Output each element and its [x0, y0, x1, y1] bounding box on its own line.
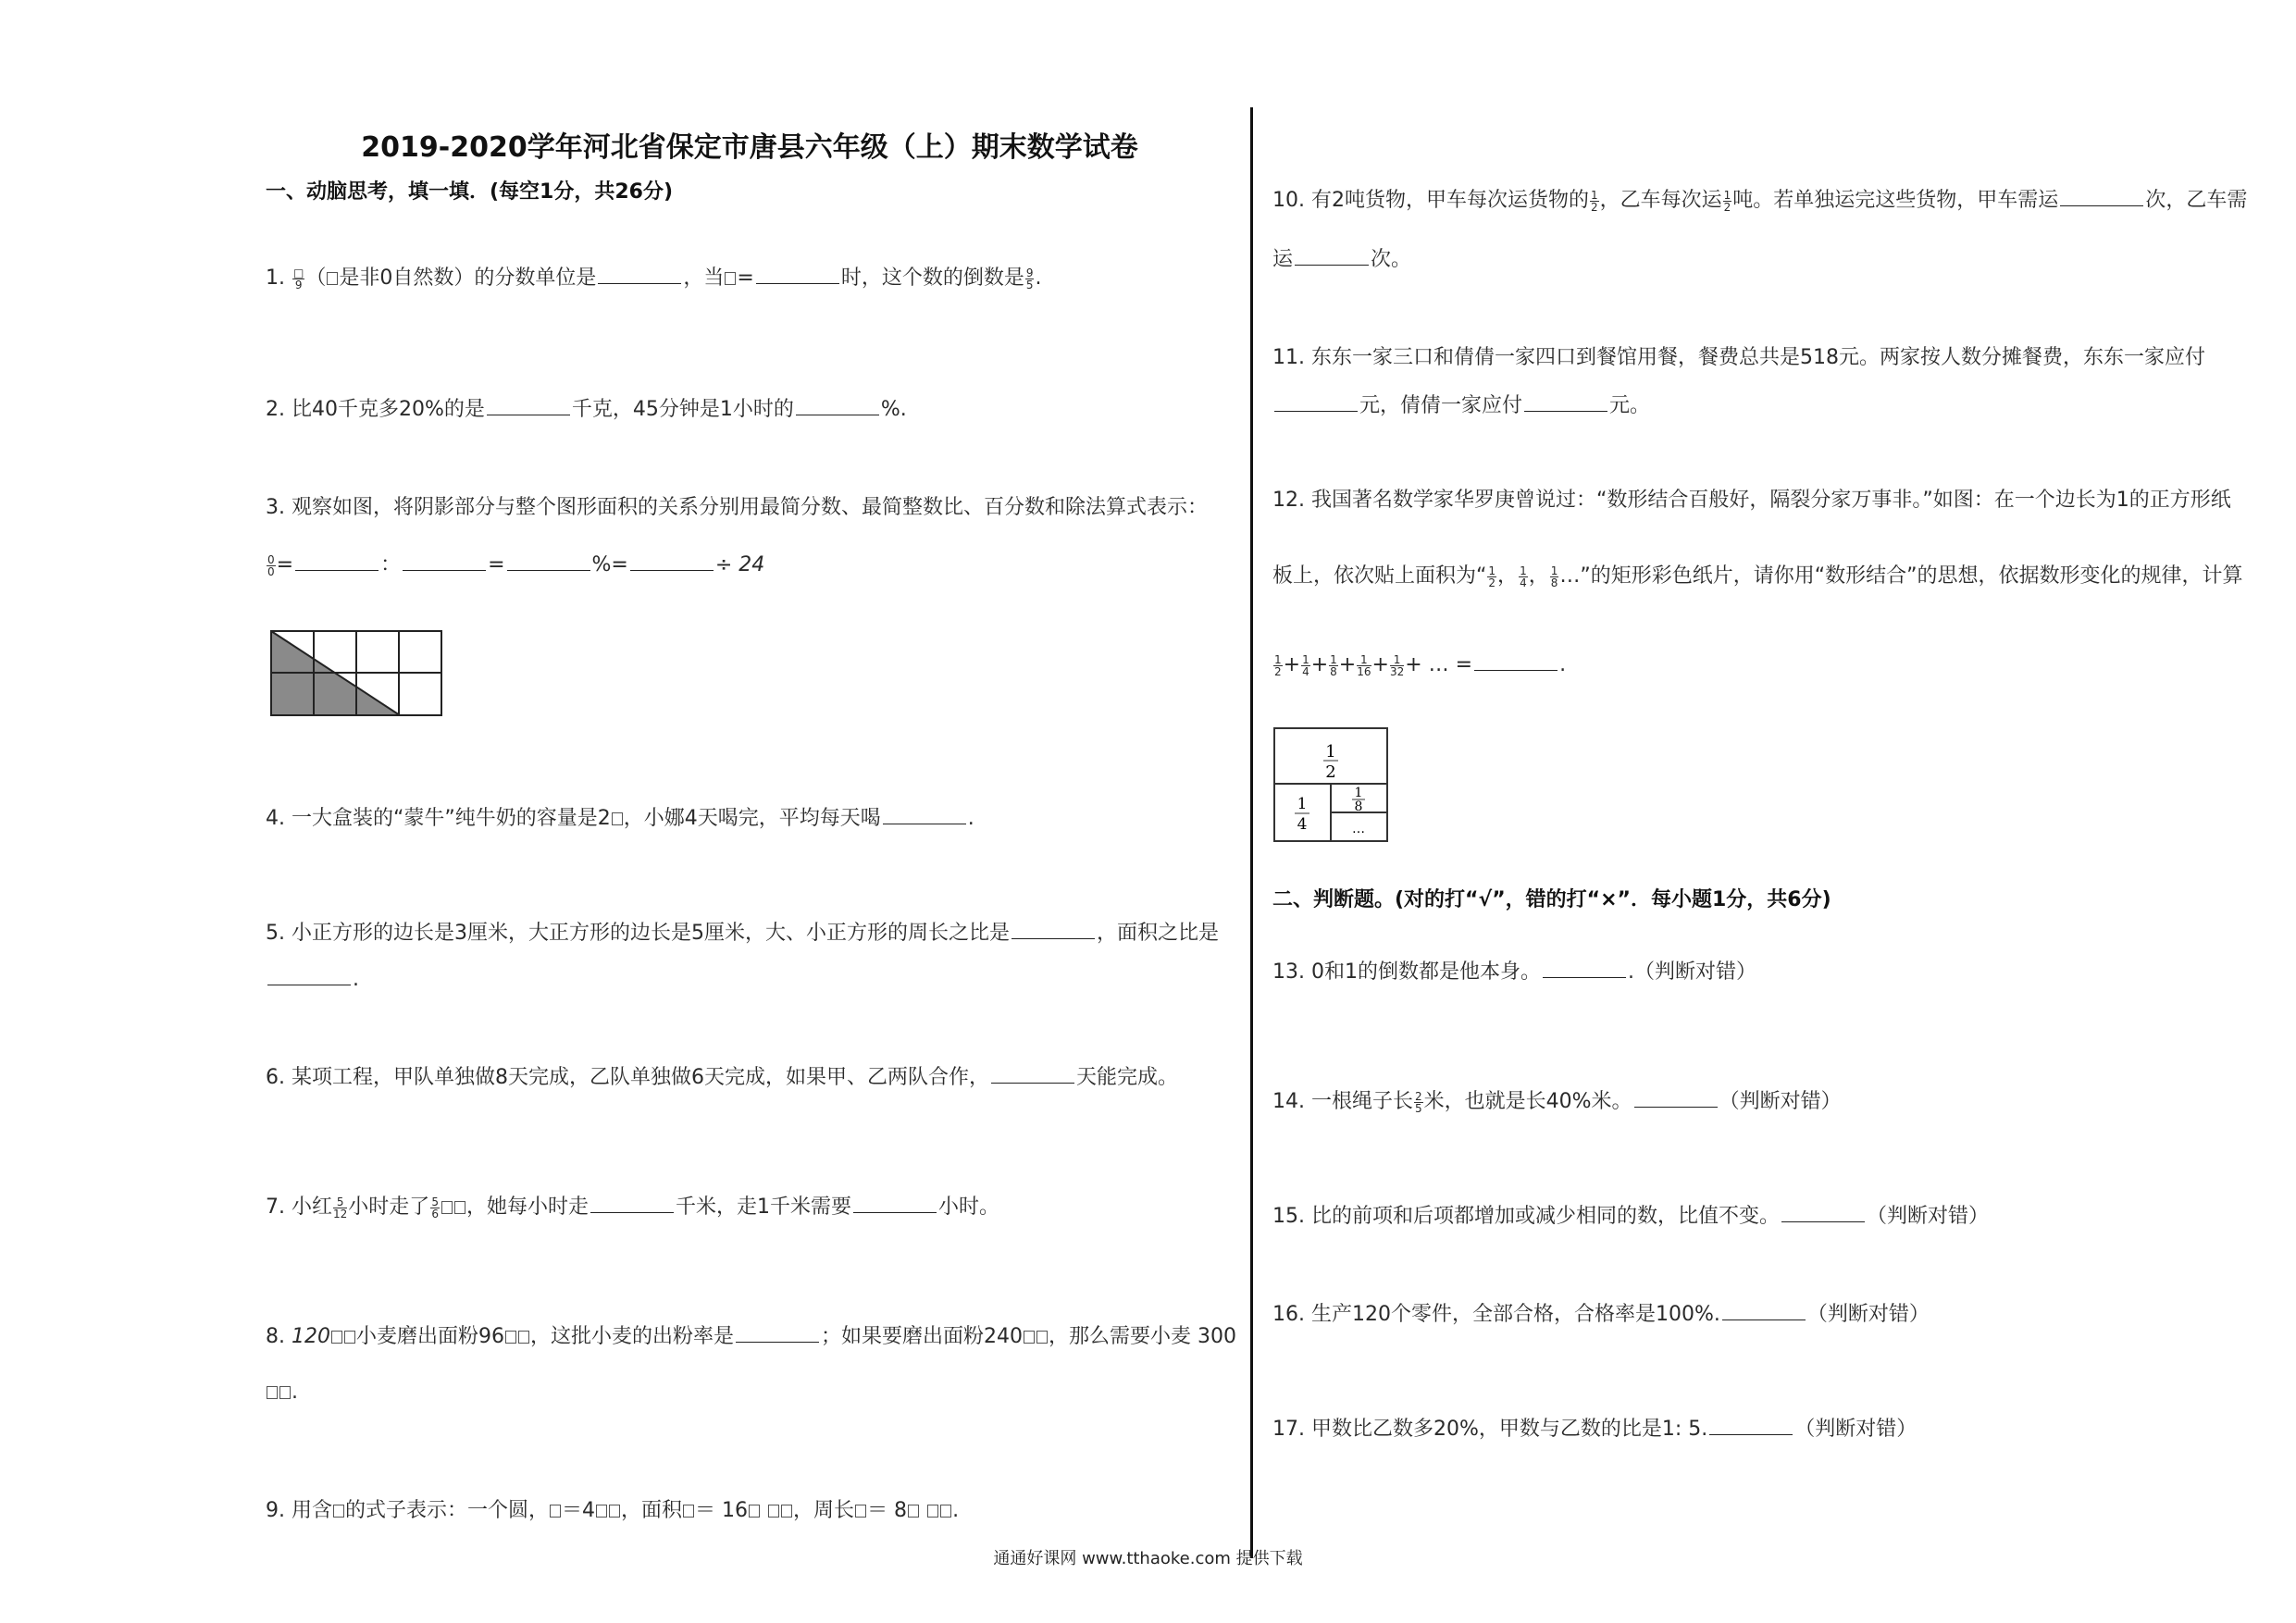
question-17: 17. 甲数比乙数多20%，甲数与乙数的比是1: 5. （判断对错）	[1272, 1414, 1917, 1443]
fraction-square-figure	[1273, 727, 1389, 844]
fraction: $\frac{1}{32}$	[1389, 652, 1405, 678]
question-15: 15. 比的前项和后项都增加或减少相同的数，比值不变。 （判断对错）	[1272, 1201, 1989, 1231]
answer-blank[interactable]	[590, 1192, 674, 1213]
placeholder-glyph	[855, 1505, 866, 1518]
column-divider	[1250, 107, 1253, 1558]
shaded-grid-figure	[270, 630, 446, 717]
answer-blank[interactable]	[883, 803, 966, 824]
answer-blank[interactable]	[267, 964, 351, 985]
placeholder-glyph	[908, 1505, 919, 1518]
answer-blank[interactable]	[1011, 918, 1095, 939]
fraction: $\frac{2}{5}$	[1415, 1089, 1422, 1115]
fraction: $\frac{0}{0}$	[267, 552, 275, 578]
fraction: $\frac{1}{2}$	[1488, 564, 1496, 589]
placeholder-glyph	[940, 1505, 951, 1518]
question-13: 13. 0和1的倒数都是他本身。 .（判断对错）	[1272, 957, 1756, 986]
question-11-cont: 元，倩倩一家应付 元。	[1272, 390, 1650, 420]
answer-blank[interactable]	[403, 550, 486, 571]
placeholder-glyph	[518, 1331, 529, 1344]
answer-blank[interactable]	[487, 394, 570, 415]
question-14: 14. 一根绳子长 $\frac{2}{5}$ 米，也就是长40%米。 （判断对错）	[1272, 1086, 1842, 1116]
fraction: $\frac{9}{5}$	[1025, 266, 1034, 291]
fraction: $\frac{1}{4}$	[1302, 652, 1309, 678]
question-3-expression: $\frac{0}{0}$ = ： = %= ÷ 24	[266, 550, 764, 579]
answer-blank[interactable]	[2060, 185, 2143, 206]
label-eighth-num: 1	[1354, 786, 1363, 800]
placeholder-glyph	[267, 1386, 278, 1399]
label-dots: …	[1352, 822, 1365, 836]
fraction: $\frac{□}{9}$	[293, 266, 304, 291]
placeholder-glyph	[609, 1505, 620, 1518]
question-6: 6. 某项工程，甲队单独做8天完成，乙队单独做6天完成，如果甲、乙两队合作， 天能完成。	[266, 1062, 1178, 1092]
answer-blank[interactable]	[853, 1192, 937, 1213]
fraction: $\frac{1}{2}$	[1274, 652, 1282, 678]
placeholder-glyph	[333, 1505, 344, 1518]
answer-blank[interactable]	[796, 394, 879, 415]
placeholder-glyph	[596, 1505, 607, 1518]
question-10: 10. 有2吨货物，甲车每次运货物的 $\frac{1}{2}$ ，乙车每次运 $\frac{1}{2}$ 吨。若单独运完这些货物，甲车需运 次，乙车需	[1272, 185, 2247, 215]
answer-blank[interactable]	[756, 263, 839, 284]
answer-blank[interactable]	[1474, 650, 1558, 671]
label-half	[1325, 742, 1335, 762]
answer-blank[interactable]	[507, 550, 590, 571]
placeholder-glyph	[454, 1201, 465, 1214]
fraction: $\frac{1}{2}$	[1723, 188, 1731, 214]
placeholder-glyph	[725, 272, 736, 285]
question-4: 4. 一大盒装的“蒙牛”纯牛奶的容量是2 ，小娜4天喝完，平均每天喝 .	[266, 803, 974, 833]
placeholder-glyph	[612, 812, 623, 825]
page-title: 2019-2020学年河北省保定市唐县六年级（上）期末数学试卷	[361, 131, 1138, 164]
fraction: $\frac{1}{2}$	[1591, 188, 1598, 214]
label-quarter-num: 1	[1297, 795, 1308, 813]
question-1: 1. $\frac{□}{9}$ （ 是非0自然数）的分数单位是 ，当 = 时，这个数的倒数是 $\frac{9}{5}$ .	[266, 263, 1041, 292]
label-quarter-den: 4	[1297, 815, 1308, 834]
question-10-cont: 运 次。	[1272, 244, 1411, 274]
label-half-den: 2	[1325, 762, 1336, 782]
placeholder-glyph	[768, 1505, 779, 1518]
answer-blank[interactable]	[295, 550, 379, 571]
answer-blank[interactable]	[598, 263, 681, 284]
fraction: $\frac{1}{8}$	[1550, 564, 1558, 589]
answer-blank[interactable]	[1295, 244, 1369, 266]
answer-blank[interactable]	[991, 1062, 1074, 1084]
placeholder-glyph	[279, 1386, 291, 1399]
page-footer: 通通好课网 www.tthaoke.com 提供下载	[993, 1549, 1303, 1568]
placeholder-glyph	[441, 1201, 453, 1214]
placeholder-glyph	[927, 1505, 938, 1518]
answer-blank[interactable]	[1524, 390, 1607, 412]
placeholder-glyph	[550, 1505, 561, 1518]
placeholder-glyph	[683, 1505, 694, 1518]
placeholder-glyph	[781, 1505, 792, 1518]
answer-blank[interactable]	[1781, 1201, 1865, 1222]
question-3: 3. 观察如图，将阴影部分与整个图形面积的关系分别用最简分数、最简整数比、百分数和除法算式表示：	[266, 496, 1209, 519]
fraction: $\frac{1}{16}$	[1357, 652, 1371, 678]
fraction: $\frac{1}{4}$	[1520, 564, 1527, 589]
question-12: 12. 我国著名数学家华罗庚曾说过：“数形结合百般好，隔裂分家万事非。”如图：在一个边长为1的正方形纸	[1272, 489, 2231, 512]
answer-blank[interactable]	[1722, 1299, 1806, 1320]
label-half-num: 1	[1325, 742, 1336, 762]
question-7: 7. 小红 $\frac{5}{12}$ 小时走了 $\frac{5}{6}$ ，她每小时走 千米，走1千米需要 小时。	[266, 1192, 999, 1221]
answer-blank[interactable]	[1634, 1086, 1718, 1108]
placeholder-glyph	[749, 1505, 760, 1518]
fraction: $\frac{5}{12}$	[333, 1195, 348, 1220]
answer-blank[interactable]	[1709, 1414, 1793, 1435]
question-8-cont: .	[266, 1379, 298, 1406]
question-9: 9. 用含 的式子表示：一个圆， ＝4 ，面积 ＝ 16 ，周长 ＝ 8 .	[266, 1499, 960, 1522]
section-1-heading: 一、动脑思考，填一填．(每空1分，共26分)	[266, 180, 674, 204]
question-16: 16. 生产120个零件，全部合格，合格率是100%. （判断对错）	[1272, 1299, 1930, 1329]
answer-blank[interactable]	[1543, 957, 1626, 978]
question-2: 2. 比40千克多20%的是 千克，45分钟是1小时的 %.	[266, 394, 907, 424]
placeholder-glyph	[327, 272, 338, 285]
question-5-cont: .	[266, 964, 359, 994]
placeholder-glyph	[1036, 1331, 1048, 1344]
placeholder-glyph	[331, 1331, 342, 1344]
placeholder-glyph	[344, 1331, 355, 1344]
question-12-formula: $\frac{1}{2}$ + $\frac{1}{4}$ + $\frac{1}{8}$ + $\frac{1}{16}$ + $\frac{1}{32}$ + … = .	[1272, 650, 1566, 679]
question-8: 8. 120 小麦磨出面粉96 ，这批小麦的出粉率是 ；如果要磨出面粉240 ，那么需要小麦 300	[266, 1321, 1236, 1351]
question-12-cont: 板上，依次贴上面积为“ $\frac{1}{2}$ ， $\frac{1}{4}$ ， $\frac{1}{8}$ …”的矩形彩色纸片，请你用“数形结合”的思想，依据数形变化的规律，计算	[1272, 564, 2243, 589]
placeholder-glyph	[1024, 1331, 1035, 1344]
placeholder-glyph	[505, 1331, 516, 1344]
label-eighth-den: 8	[1354, 799, 1363, 814]
question-5: 5. 小正方形的边长是3厘米，大正方形的边长是5厘米，大、小正方形的周长之比是 ，面积之比是	[266, 918, 1219, 948]
fraction: $\frac{5}{6}$	[431, 1195, 439, 1220]
answer-blank[interactable]	[736, 1321, 819, 1343]
section-2-heading: 二、判断题。(对的打“√”，错的打“×”．每小题1分，共6分)	[1272, 888, 1831, 911]
answer-blank[interactable]	[630, 550, 714, 571]
fraction: $\frac{1}{8}$	[1330, 652, 1337, 678]
answer-blank[interactable]	[1274, 390, 1358, 412]
question-11: 11. 东东一家三口和倩倩一家四口到餐馆用餐，餐费总共是518元。两家按人数分摊餐费，东东一家应付	[1272, 346, 2205, 369]
